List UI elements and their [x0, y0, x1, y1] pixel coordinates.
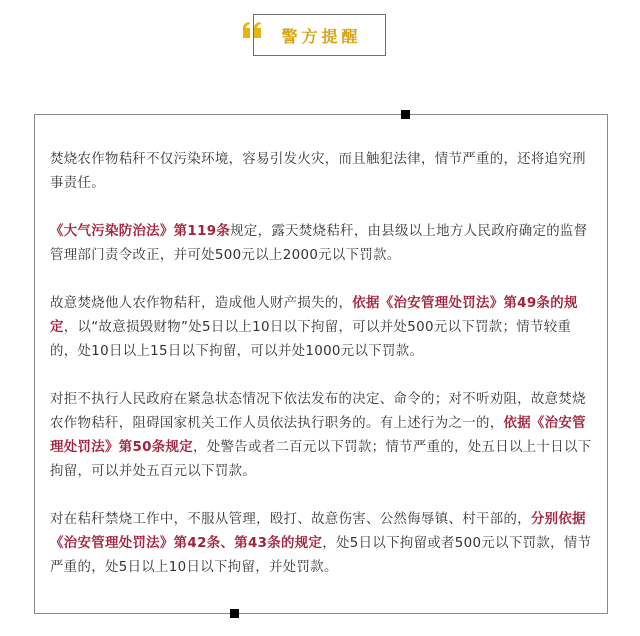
resize-handle-top[interactable] [401, 110, 410, 119]
law-citation: 分别依据《治安管理处罚法》第42条、第43条的规定 [50, 512, 586, 551]
paragraph-text: 对在秸秆禁烧工作中，不服从管理，殴打、故意伤害、公然侮辱镇、村干部的， [50, 512, 531, 527]
resize-handle-bottom[interactable] [230, 609, 239, 618]
paragraph [50, 292, 596, 364]
paragraph [50, 148, 596, 196]
paragraph-text: 对拒不执行人民政府在紧急状态情况下依法发布的决定、命令的；对不听劝阻，故意焚烧农作物秸秆，阻碍国家机关工作人员依法执行职务的。有上述行为之一的， [50, 392, 586, 431]
paragraph-text: ，以“故意损毁财物”处5日以上10日以下拘留，可以并处500元以下罚款；情节较重的，处10日以上15日以下拘留，可以并处1000元以下罚款。 [50, 320, 572, 359]
paragraph-text: 规定，露天焚烧秸秆，由县级以上地方人民政府确定的监督管理部门责令改正，并可处500元以上2000元以下罚款。 [50, 224, 588, 263]
paragraph [50, 388, 596, 484]
article-body [50, 148, 596, 604]
paragraph-text: 焚烧农作物秸秆不仅污染环境，容易引发火灾，而且触犯法律，情节严重的，还将追究刑事责任。 [50, 152, 586, 191]
paragraph-text: ，处5日以下拘留或者500元以下罚款，情节严重的，处5日以上10日以下拘留，并处罚款。 [50, 536, 592, 575]
law-citation: 《大气污染防治法》第119条 [50, 224, 231, 239]
paragraph [50, 220, 596, 268]
law-citation: 依据《治安管理处罚法》第49条的规定 [50, 296, 578, 335]
page-title: 警方提醒 [253, 14, 386, 56]
paragraph-text: ，处警告或者二百元以下罚款；情节严重的，处五日以上十日以下拘留，可以并处五百元以下罚款。 [50, 440, 592, 479]
law-citation: 依据《治安管理处罚法》第50条规定 [50, 416, 586, 455]
paragraph [50, 508, 596, 580]
paragraph-text: 故意焚烧他人农作物秸秆，造成他人财产损失的， [50, 296, 353, 311]
